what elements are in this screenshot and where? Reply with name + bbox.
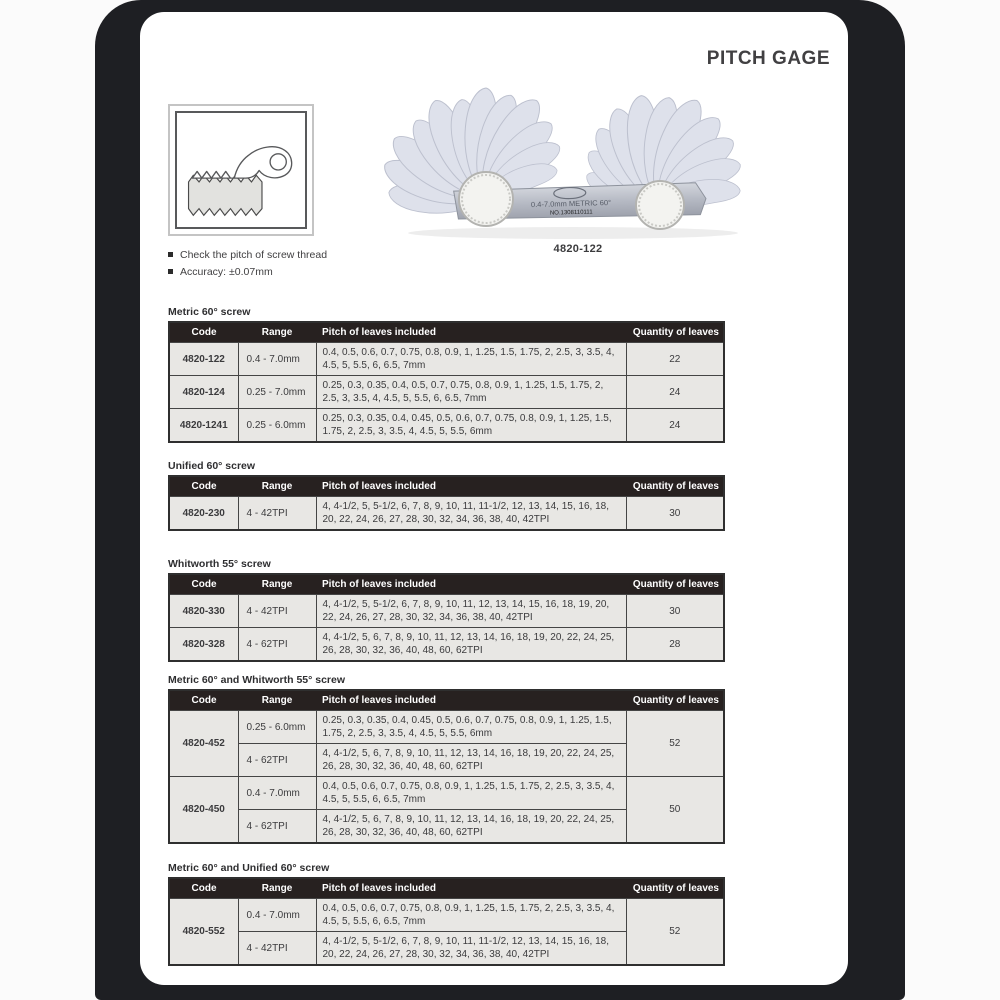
range-cell: 4 - 42TPI [238,595,316,628]
range-cell: 4 - 62TPI [238,744,316,777]
column-header: Quantity of leaves [626,878,724,899]
code-cell: 4820-124 [169,376,238,409]
code-cell: 4820-330 [169,595,238,628]
section-metric-60 [168,306,723,443]
section-whitworth-55 [168,558,723,662]
pitch-cell: 4, 4-1/2, 5, 5-1/2, 6, 7, 8, 9, 10, 11, 12, 13, 14, 15, 16, 18, 19, 20, 22, 24, 26, 27, 28, 30, 32, 34, 36, 38, 40, 42TPI [316,595,626,628]
column-header: Range [238,574,316,595]
pitch-cell: 0.25, 0.3, 0.35, 0.4, 0.45, 0.5, 0.6, 0.7, 0.75, 0.8, 0.9, 1, 1.25, 1.5, 1.75, 2, 2.5, 3, 3.5, 4, 4.5, 5, 5.5, 6mm [316,711,626,744]
code-cell: 4820-1241 [169,409,238,443]
code-cell: 4820-450 [169,777,238,844]
spec-table [168,475,725,531]
range-cell: 0.25 - 7.0mm [238,376,316,409]
catalog-page-frame [95,0,905,1000]
table-row [169,628,724,662]
code-cell: 4820-328 [169,628,238,662]
column-header: Pitch of leaves included [316,574,626,595]
column-header: Pitch of leaves included [316,322,626,343]
section-metric-whitworth [168,674,723,844]
column-header: Code [169,574,238,595]
range-cell: 0.25 - 6.0mm [238,711,316,744]
column-header: Quantity of leaves [626,574,724,595]
quantity-cell: 30 [626,595,724,628]
table-row [169,376,724,409]
feature-text: Accuracy: ±0.07mm [180,265,273,278]
feature-list [168,246,327,280]
code-cell: 4820-452 [169,711,238,777]
pitch-cell: 4, 4-1/2, 5, 5-1/2, 6, 7, 8, 9, 10, 11, 11-1/2, 12, 13, 14, 15, 16, 18, 20, 22, 24, 26, 27, 28, 30, 32, 34, 36, 38, 40, 42TPI [316,497,626,531]
quantity-cell: 24 [626,376,724,409]
quantity-cell: 50 [626,777,724,844]
quantity-cell: 24 [626,409,724,443]
pitch-cell: 4, 4-1/2, 5, 5-1/2, 6, 7, 8, 9, 10, 11, 11-1/2, 12, 13, 14, 15, 16, 18, 20, 22, 24, 26, 27, 28, 30, 32, 34, 36, 38, 40, 42TPI [316,932,626,966]
list-item [168,246,327,263]
quantity-cell: 22 [626,343,724,376]
table-row [169,497,724,531]
catalog-page [140,12,848,985]
feature-text: Check the pitch of screw thread [180,248,328,261]
column-header: Range [238,690,316,711]
spec-table [168,321,725,443]
pitch-cell: 4, 4-1/2, 5, 6, 7, 8, 9, 10, 11, 12, 13, 14, 16, 18, 19, 20, 22, 24, 25, 26, 28, 30, 32, 36, 40, 48, 60, 62TPI [316,744,626,777]
column-header: Quantity of leaves [626,476,724,497]
range-cell: 0.4 - 7.0mm [238,343,316,376]
table-row [169,777,724,810]
spec-table [168,689,725,844]
pitch-cell: 0.25, 0.3, 0.35, 0.4, 0.5, 0.7, 0.75, 0.8, 0.9, 1, 1.25, 1.5, 1.75, 2, 2.5, 3, 3.5, 4, 4.5, 5, 5.5, 6, 6.5, 7mm [316,376,626,409]
product-code-caption: 4820-122 [553,243,603,255]
section-heading: Whitworth 55° screw [168,558,271,570]
pitch-cell: 4, 4-1/2, 5, 6, 7, 8, 9, 10, 11, 12, 13, 14, 16, 18, 19, 20, 22, 24, 25, 26, 28, 30, 32, 36, 40, 48, 60, 62TPI [316,628,626,662]
table-row [169,595,724,628]
list-item [168,263,327,280]
column-header: Pitch of leaves included [316,476,626,497]
column-header: Quantity of leaves [626,690,724,711]
range-cell: 0.4 - 7.0mm [238,899,316,932]
spec-table [168,573,725,662]
pitch-cell: 0.4, 0.5, 0.6, 0.7, 0.75, 0.8, 0.9, 1, 1.25, 1.5, 1.75, 2, 2.5, 3, 3.5, 4, 4.5, 5, 5.5, 6, 6.5, 7mm [316,777,626,810]
table-row [169,343,724,376]
range-cell: 0.25 - 6.0mm [238,409,316,443]
range-cell: 4 - 42TPI [238,932,316,966]
code-cell: 4820-552 [169,899,238,966]
pitch-gage-product-photo [358,84,750,242]
section-heading: Unified 60° screw [168,460,256,472]
column-header: Range [238,322,316,343]
code-cell: 4820-122 [169,343,238,376]
range-cell: 4 - 62TPI [238,628,316,662]
bullet-square-icon [168,269,173,274]
gage-serial-label: NO.1308110111 [549,209,593,217]
column-header: Code [169,690,238,711]
section-heading: Metric 60° and Whitworth 55° screw [168,674,346,686]
column-header: Code [169,322,238,343]
range-cell: 4 - 42TPI [238,497,316,531]
column-header: Code [169,476,238,497]
section-unified-60 [168,460,723,531]
thread-leaf-diagram [175,111,307,229]
range-cell: 0.4 - 7.0mm [238,777,316,810]
pitch-cell: 0.4, 0.5, 0.6, 0.7, 0.75, 0.8, 0.9, 1, 1.25, 1.5, 1.75, 2, 2.5, 3, 3.5, 4, 4.5, 5, 5.5, 6, 6.5, 7mm [316,899,626,932]
column-header: Code [169,878,238,899]
column-header: Pitch of leaves included [316,690,626,711]
thread-leaf-diagram-box [168,104,314,236]
pitch-cell: 0.25, 0.3, 0.35, 0.4, 0.45, 0.5, 0.6, 0.7, 0.75, 0.8, 0.9, 1, 1.25, 1.5, 1.75, 2, 2.5, 3, 3.5, 4, 4.5, 5, 5.5, 6mm [316,409,626,443]
column-header: Range [238,476,316,497]
quantity-cell: 52 [626,711,724,777]
section-heading: Metric 60° and Unified 60° screw [168,862,330,874]
code-cell: 4820-230 [169,497,238,531]
pitch-cell: 4, 4-1/2, 5, 6, 7, 8, 9, 10, 11, 12, 13, 14, 16, 18, 19, 20, 22, 24, 25, 26, 28, 30, 32, 36, 40, 48, 60, 62TPI [316,810,626,844]
spec-table [168,877,725,966]
gage-body-label: 0.4-7.0mm METRIC 60° [530,198,612,210]
column-header: Range [238,878,316,899]
column-header: Quantity of leaves [626,322,724,343]
column-header: Pitch of leaves included [316,878,626,899]
range-cell: 4 - 62TPI [238,810,316,844]
table-row [169,711,724,744]
pitch-cell: 0.4, 0.5, 0.6, 0.7, 0.75, 0.8, 0.9, 1, 1.25, 1.5, 1.75, 2, 2.5, 3, 3.5, 4, 4.5, 5, 5.5, 6, 6.5, 7mm [316,343,626,376]
leaf-on-thread-icon [179,114,303,226]
table-row [169,899,724,932]
page-title: PITCH GAGE [706,48,830,69]
table-row [169,409,724,443]
quantity-cell: 52 [626,899,724,966]
section-metric-unified [168,862,723,966]
section-heading: Metric 60° screw [168,306,251,318]
bullet-square-icon [168,252,173,257]
pitch-gage-photo-icon [358,84,750,242]
quantity-cell: 28 [626,628,724,662]
quantity-cell: 30 [626,497,724,531]
